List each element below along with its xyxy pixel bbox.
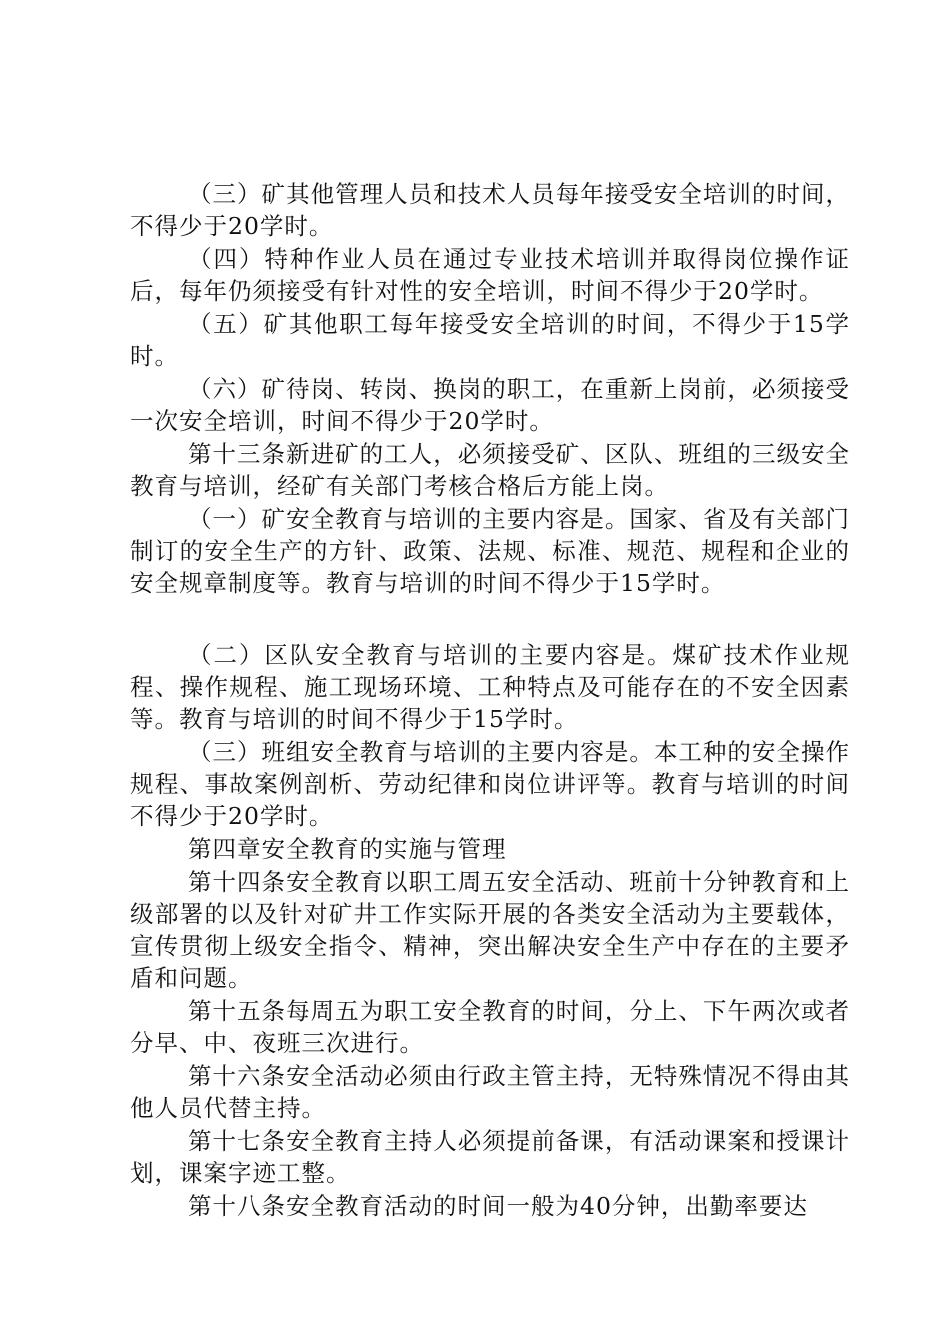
paragraph: 第十七条安全教育主持人必须提前备课，有活动课案和授课计划，课案字迹工整。 [130,1127,850,1187]
paragraph: （五）矿其他职工每年接受安全培训的时间，不得少于15学时。 [130,310,850,370]
document-body [130,178,850,1223]
paragraph: （六）矿待岗、转岗、换岗的职工，在重新上岗前，必须接受一次安全培训，时间不得少于20学时。 [130,375,850,435]
chapter-heading: 第四章安全教育的实施与管理 [188,835,507,863]
paragraph: （二）区队安全教育与培训的主要内容是。煤矿技术作业规程、操作规程、施工现场环境、工种特点及可能存在的不安全因素等。教育与培训的时间不得少于15学时。 [130,641,850,733]
paragraph: 第十八条安全教育活动的时间一般为40分钟，出勤率要达 [188,1192,808,1220]
paragraph: 第十五条每周五为职工安全教育的时间，分上、下午两次或者分早、中、夜班三次进行。 [130,997,850,1057]
paragraph: （四）特种作业人员在通过专业技术培训并取得岗位操作证后，每年仍须接受有针对性的安全培训，时间不得少于20学时。 [130,245,850,305]
paragraph: （一）矿安全教育与培训的主要内容是。国家、省及有关部门制订的安全生产的方针、政策、法规、标准、规范、规程和企业的安全规章制度等。教育与培训的时间不得少于15学时。 [130,505,850,597]
paragraph: 第十三条新进矿的工人，必须接受矿、区队、班组的三级安全教育与培训，经矿有关部门考核合格后方能上岗。 [130,440,850,500]
paragraph: 第十六条安全活动必须由行政主管主持，无特殊情况不得由其他人员代替主持。 [130,1062,850,1122]
paragraph: （三）矿其他管理人员和技术人员每年接受安全培训的时间，不得少于20学时。 [130,180,850,240]
paragraph: 第十四条安全教育以职工周五安全活动、班前十分钟教育和上级部署的以及针对矿井工作实际开展的各类安全活动为主要载体，宣传贯彻上级安全指令、精神，突出解决安全生产中存在的主要矛盾和问题。 [130,868,850,992]
paragraph: （三）班组安全教育与培训的主要内容是。本工种的安全操作规程、事故案例剖析、劳动纪律和岗位讲评等。教育与培训的时间不得少于20学时。 [130,738,850,830]
